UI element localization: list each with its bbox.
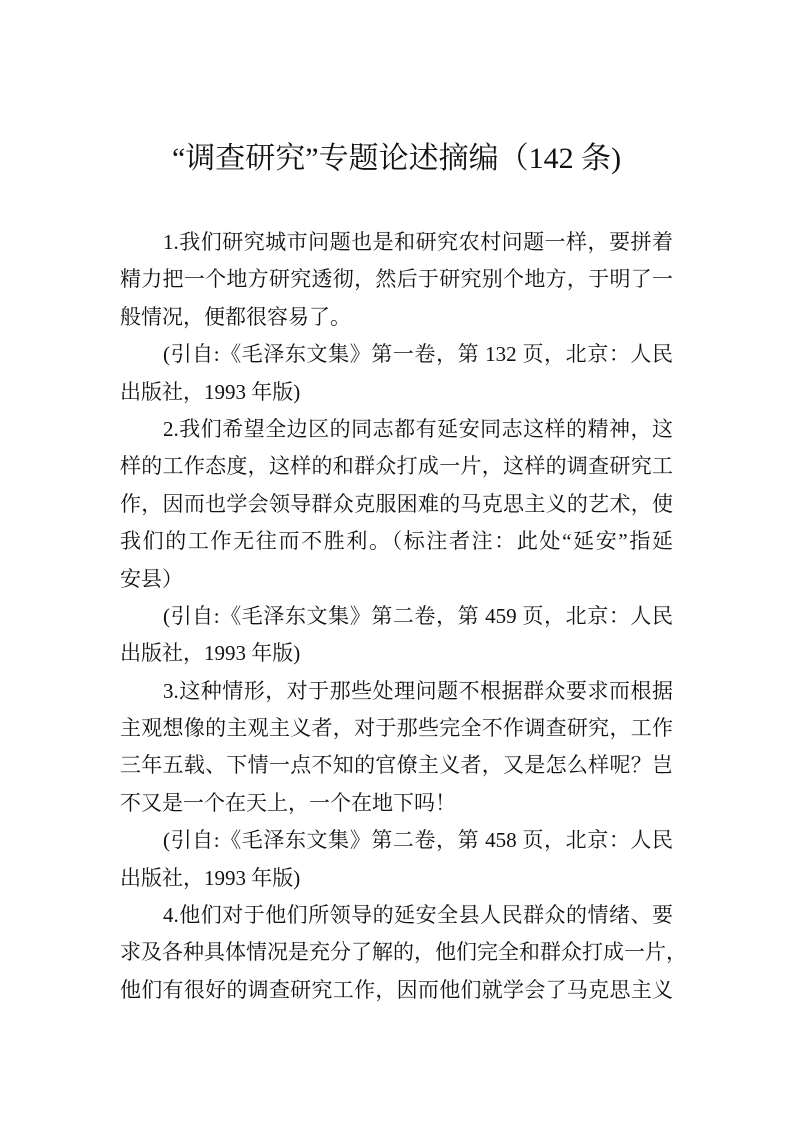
- document-body: [120, 224, 687, 1009]
- text-line: (引自:《毛泽东文集》第二卷，第 458 页，北京：人民: [163, 828, 673, 853]
- text-line: 他们有很好的调查研究工作，因而他们就学会了马克思主义: [120, 977, 673, 1002]
- text-line: 出版社，1993 年版): [120, 865, 301, 890]
- text-line: 1.我们研究城市问题也是和研究农村问题一样，要拼着: [163, 230, 673, 254]
- text-line: 出版社，1993 年版): [120, 379, 301, 404]
- paragraph: [120, 897, 687, 1009]
- paragraph: [120, 598, 673, 673]
- paragraph: [120, 411, 673, 598]
- text-line: 安县）: [120, 566, 183, 591]
- text-line: (引自:《毛泽东文集》第一卷，第 132 页，北京：人民: [163, 342, 673, 367]
- text-line: 我们的工作无往而不胜利。（标注者注：此处“延安”指延: [120, 529, 673, 554]
- text-line: 出版社，1993 年版): [120, 641, 301, 666]
- text-line: 2.我们希望全边区的同志都有延安同志这样的精神，这: [163, 416, 673, 441]
- text-line: 精力把一个地方研究透彻，然后于研究别个地方，于明了一: [120, 267, 673, 292]
- text-line: 3.这种情形，对于那些处理问题不根据群众要求而根据: [163, 678, 673, 703]
- text-line: 求及各种具体情况是充分了解的，他们完全和群众打成一片，: [120, 940, 687, 965]
- text-line: 般情况，便都很容易了。: [120, 304, 351, 329]
- text-line: (引自:《毛泽东文集》第二卷，第 459 页，北京：人民: [163, 603, 673, 628]
- paragraph: [120, 336, 673, 411]
- document-title: “调查研究”专题论述摘编（142 条): [171, 142, 622, 175]
- paragraph: [120, 673, 673, 823]
- text-line: 样的工作态度，这样的和群众打成一片，这样的调查研究工: [120, 454, 673, 479]
- paragraph: [120, 224, 673, 336]
- text-line: 作，因而也学会领导群众克服困难的马克思主义的艺术，使: [120, 491, 673, 516]
- text-line: 4.他们对于他们所领导的延安全县人民群众的情绪、要: [163, 903, 673, 928]
- text-line: 不又是一个在天上，一个在地下吗！: [120, 790, 456, 815]
- text-line: 三年五载、下情一点不知的官僚主义者，又是怎么样呢？岂: [120, 753, 673, 778]
- text-line: 主观想像的主观主义者，对于那些完全不作调查研究，工作: [120, 716, 673, 741]
- paragraph: [120, 822, 673, 897]
